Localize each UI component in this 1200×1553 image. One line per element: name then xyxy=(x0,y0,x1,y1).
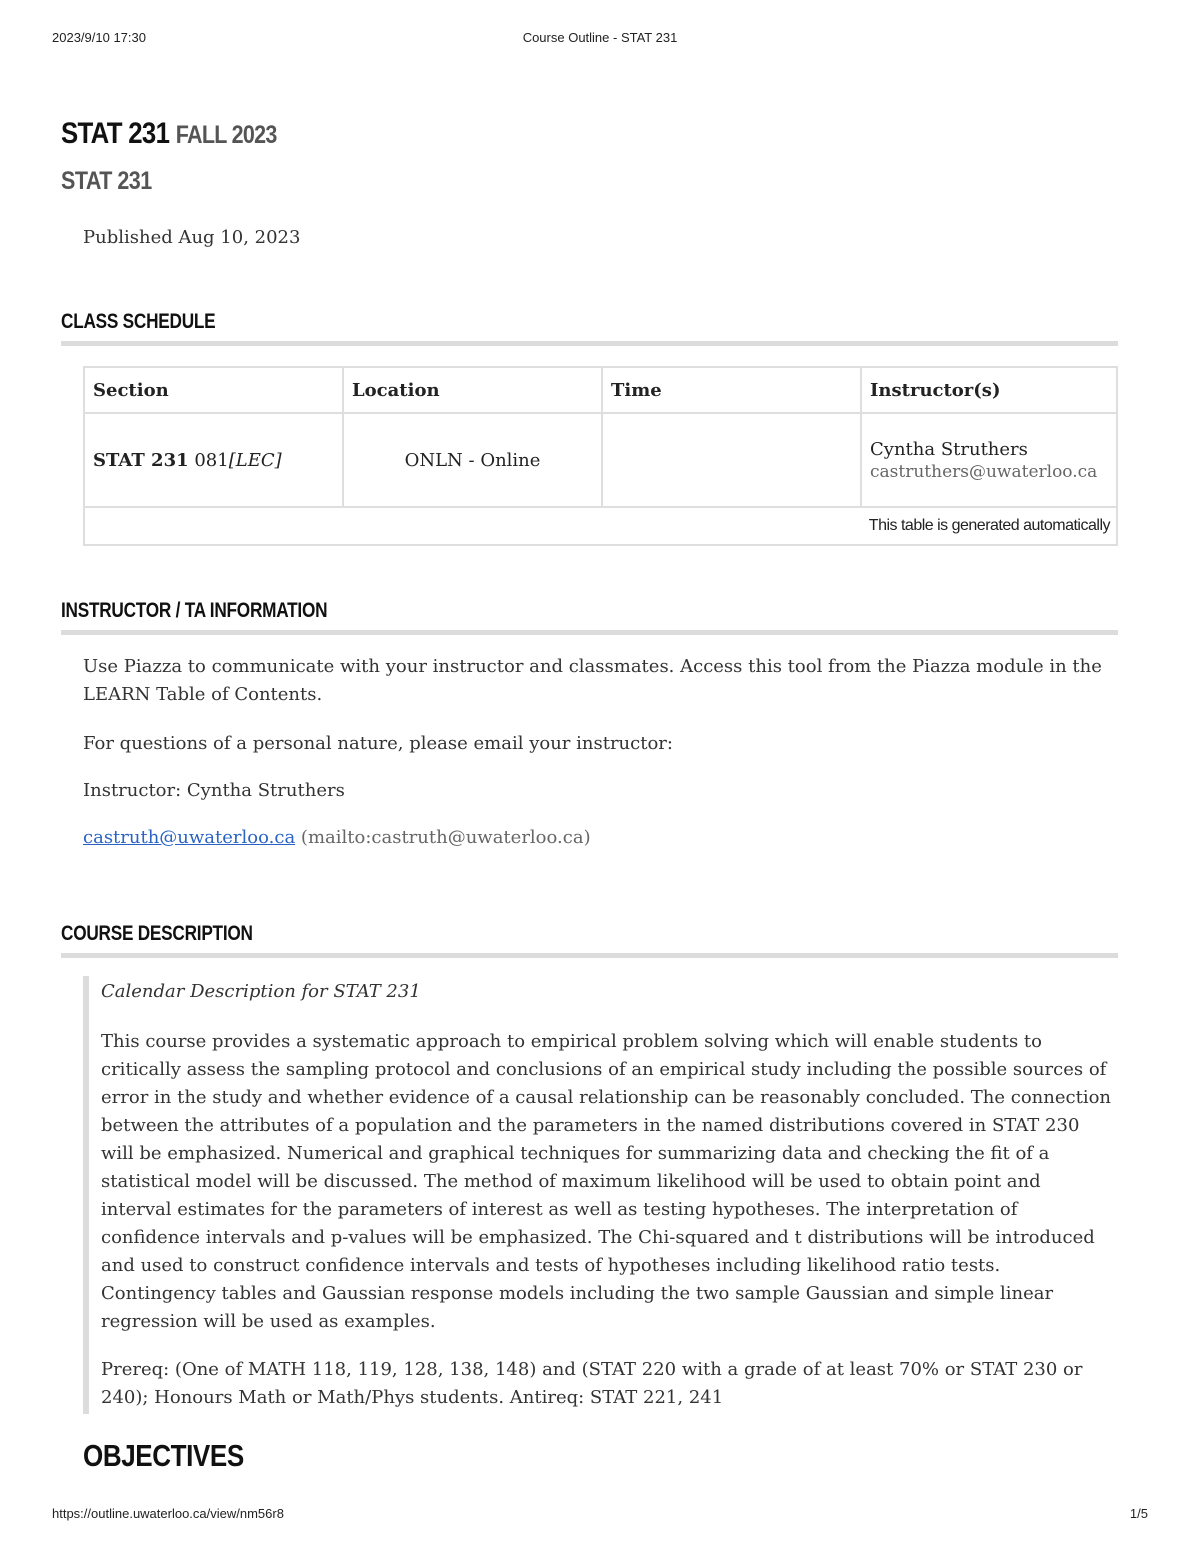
column-header-instructors: Instructor(s) xyxy=(861,367,1117,413)
print-url: https://outline.uwaterloo.ca/view/nm56r8 xyxy=(52,1506,284,1521)
calendar-description-title: Calendar Description for STAT 231 xyxy=(101,981,421,1002)
piazza-paragraph: Use Piazza to communicate with your instructor and classmates. Access this tool from the Piazza module in the LEARN Table of Contents. xyxy=(83,656,1102,705)
mailto-text: (mailto:castruth@uwaterloo.ca) xyxy=(300,827,591,848)
email-paragraph xyxy=(83,824,1118,852)
section-type: [LEC] xyxy=(228,449,282,471)
cell-section xyxy=(84,413,343,507)
page-title xyxy=(61,112,970,157)
column-header-time: Time xyxy=(602,367,861,413)
print-page-title: Course Outline - STAT 231 xyxy=(522,30,678,45)
page-number: 1/5 xyxy=(1129,1506,1148,1521)
class-schedule-table xyxy=(83,366,1118,546)
course-code: STAT 231 xyxy=(61,117,170,150)
course-term: FALL 2023 xyxy=(175,121,277,149)
table-header-row xyxy=(84,367,1117,413)
table-note-row xyxy=(84,507,1117,545)
section-number: 081 xyxy=(194,449,229,471)
published-date: Published Aug 10, 2023 xyxy=(83,227,301,248)
course-outline xyxy=(61,112,1118,1476)
instructor-email: castruthers@uwaterloo.ca xyxy=(870,461,1098,482)
instructor-info-heading: INSTRUCTOR / TA INFORMATION xyxy=(61,598,1118,635)
instructor-name: Cyntha Struthers xyxy=(870,438,1028,460)
table-auto-note: This table is generated automatically xyxy=(84,507,1117,545)
objectives-heading: OBJECTIVES xyxy=(83,1438,244,1473)
table-row xyxy=(84,413,1117,507)
cell-time xyxy=(602,413,861,507)
calendar-description-text: This course provides a systematic approach to empirical problem solving which will enable students to critically assess the sampling protocol and conclusions of an empirical study including the possible sources of error in the study and whether evidence of a causal relationship can be reasonably concluded. The connection between the attributes of a population and the parameters in the named distributions covered in STAT 230 will be emphasized. Numerical and graphical techniques for summarizing data and checking the fit of a statistical model will be discussed. The method of maximum likelihood will be used to obtain point and interval estimates for the parameters of interest as well as testing hypotheses. The interpretation of confidence intervals and p-values will be emphasized. The Chi-squared and t distributions will be introduced and used to construct confidence intervals and tests of hypotheses including likelihood ratio tests. Contingency tables and Gaussian response models including the two sample Gaussian and simple linear regression will be used as examples. xyxy=(101,1031,1112,1332)
column-header-location: Location xyxy=(343,367,602,413)
personal-questions-paragraph: For questions of a personal nature, please email your instructor: xyxy=(83,733,673,754)
calendar-description-block xyxy=(83,976,1118,1414)
section-code: STAT 231 xyxy=(93,449,189,471)
instructor-name-paragraph: Instructor: Cyntha Struthers xyxy=(83,780,345,801)
print-datetime: 2023/9/10 17:30 xyxy=(52,30,146,45)
column-header-section: Section xyxy=(84,367,343,413)
course-description-heading: COURSE DESCRIPTION xyxy=(61,921,1118,958)
cell-instructor xyxy=(861,413,1117,507)
class-schedule-heading: CLASS SCHEDULE xyxy=(61,309,1118,346)
course-subtitle: STAT 231 xyxy=(61,167,152,195)
print-footer xyxy=(52,1506,1148,1521)
instructor-email-link[interactable]: castruth@uwaterloo.ca xyxy=(83,827,296,848)
prerequisites-text: Prereq: (One of MATH 118, 119, 128, 138, 148) and (STAT 220 with a grade of at least 70% or STAT 230 or 240); Honours Math or Math/Phys students. Antireq: STAT 221, 241 xyxy=(101,1359,1083,1408)
instructor-info-body xyxy=(83,653,1118,852)
cell-location: ONLN - Online xyxy=(343,413,602,507)
